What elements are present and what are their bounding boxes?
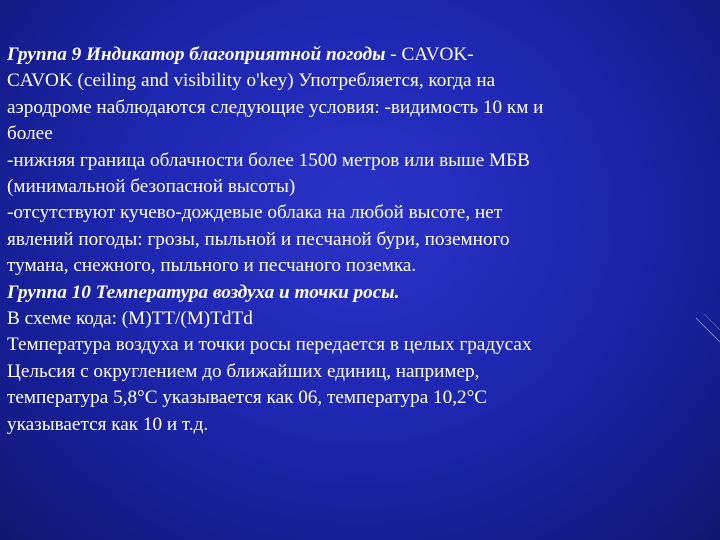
group9-heading-rest: - CAVOK- [385, 44, 474, 65]
group9-line-5: -нижняя граница облачности более 1500 метров или выше МБВ [7, 149, 530, 171]
group10-line-3: Цельсия с округлением до ближайших единиц, например, [7, 360, 480, 382]
group10-line-1: В схеме кода: (M)TT/(M)TdTd [7, 308, 253, 330]
slide-text-body [7, 42, 713, 438]
decorative-streak [690, 300, 720, 360]
group9-heading: Группа 9 Индикатор благоприятной погоды [7, 44, 386, 65]
group10-line-4: температура 5,8°С указывается как 06, температура 10,2°С [7, 387, 488, 409]
group9-first-line [7, 42, 713, 68]
group9-line-9: тумана, снежного, пыльного и песчаного поземка. [7, 255, 417, 277]
group9-line-3: аэродроме наблюдаются следующие условия: -видимость 10 км и [7, 96, 544, 118]
group10-heading: Группа 10 Температура воздуха и точки росы. [7, 281, 400, 303]
group9-line-4: более [7, 123, 53, 145]
group9-line-2: CAVOK (ceiling and visibility o'key) Употребляется, когда на [7, 70, 496, 92]
group9-line-7: -отсутствуют кучево-дождевые облака на любой высоте, нет [7, 202, 503, 224]
group10-line-5: указывается как 10 и т.д. [7, 413, 209, 435]
group9-line-6: (минимальной безопасной высоты) [7, 176, 296, 198]
group10-line-2: Температура воздуха и точки росы передается в целых градусах [7, 334, 532, 356]
group9-line-8: явлений погоды: грозы, пыльной и песчаной бури, поземного [7, 228, 510, 250]
